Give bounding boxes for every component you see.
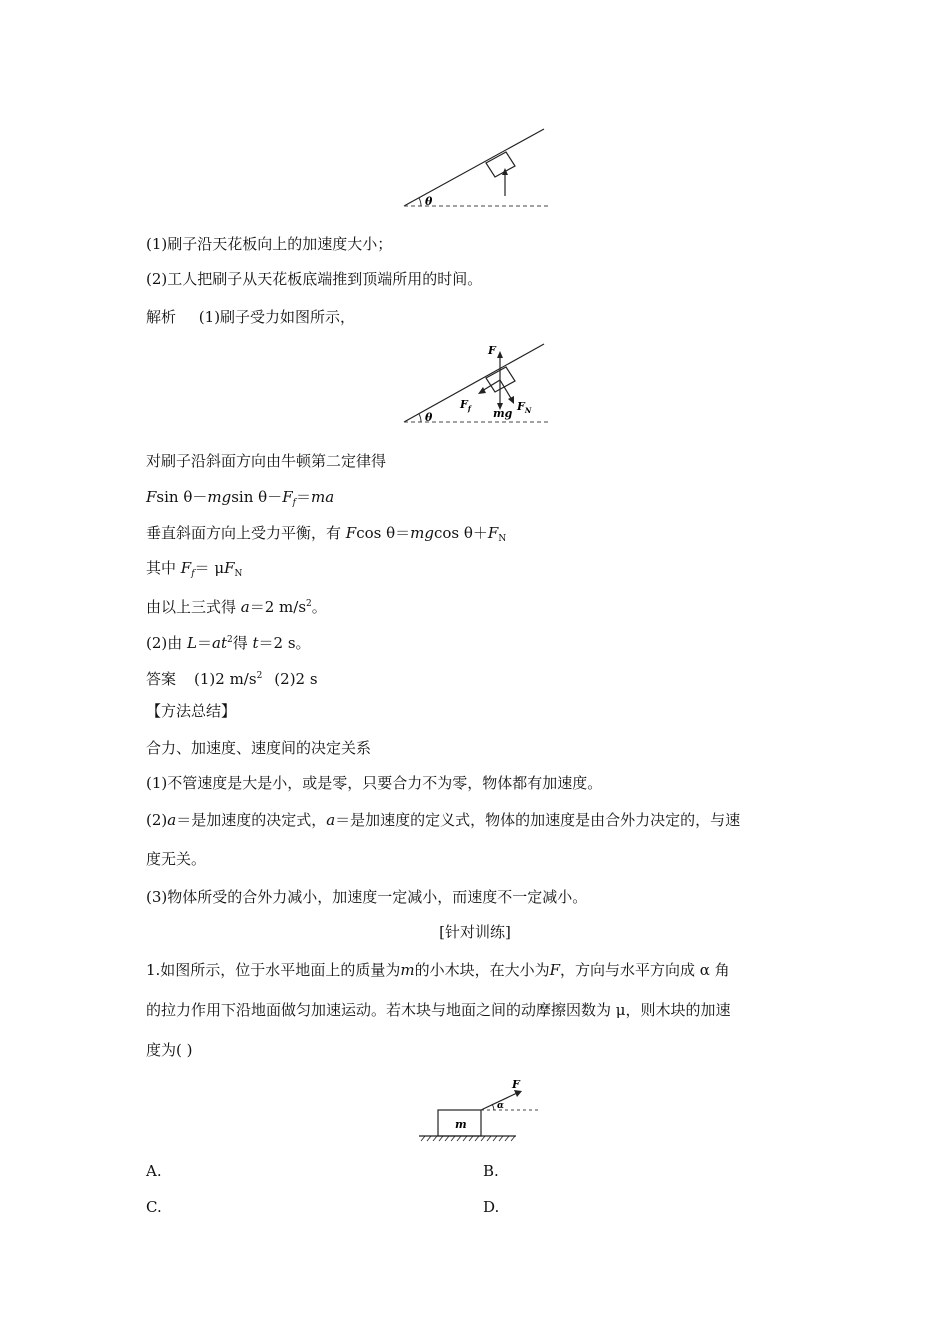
alpha-label: α <box>497 1101 504 1111</box>
option-a[interactable]: A. <box>146 1162 162 1180</box>
method-point-1: (1)不管速度是大是小，或是零，只要合力不为零，物体都有加速度。 <box>146 774 603 792</box>
force-F-label-3: F <box>512 1078 520 1091</box>
question-2: (2)工人把刷子从天花板底端推到顶端所用的时间。 <box>146 270 483 288</box>
method-title: 【方法总结】 <box>146 702 237 720</box>
equation-intro: 对刷子沿斜面方向由牛顿第二定律得 <box>146 452 387 470</box>
equation-5: (2)由 $L=at^2$得 t＝2 s。 <box>146 634 311 652</box>
force-F-label: F <box>488 344 496 357</box>
method-subtitle: 合力、加速度、速度间的决定关系 <box>146 739 372 757</box>
equation-3: 其中 $F_f= \mu F_N$ <box>146 559 243 579</box>
theta-label: θ <box>425 195 433 208</box>
equation-2: 垂直斜面方向上受力平衡，有 Fcos θ＝mgcos $\theta+F_N$ <box>146 524 507 544</box>
problem-line-3: 度为( ) <box>146 1041 193 1059</box>
force-FN-sub: N <box>524 406 532 415</box>
force-Ff-sub: f <box>467 404 471 413</box>
problem-line-2: 的拉力作用下沿地面做匀加速运动。若木块与地面之间的动摩擦因数为 μ，则木块的加速 <box>146 1001 731 1019</box>
method-point-2: (2)a＝是加速度的决定式，a＝是加速度的定义式，物体的加速度是由合外力决定的，与速 <box>146 811 741 829</box>
question-1: (1)刷子沿天花板向上的加速度大小； <box>146 235 393 253</box>
answer-line: 答案 (1)2 $m/s^2$ (2)2 s <box>146 670 318 688</box>
method-point-3: (3)物体所受的合外力减小，加速度一定减小，而速度不一定减小。 <box>146 888 588 906</box>
problem-line-1: 1.如图所示，位于水平地面上的质量为m的小木块，在大小为F，方向与水平方向成 α 角 <box>146 961 730 979</box>
force-FN-label: F <box>517 400 525 413</box>
method-point-2-cont: 度无关。 <box>146 850 207 868</box>
mass-label: m <box>455 1118 467 1131</box>
option-d[interactable]: D. <box>483 1198 500 1216</box>
option-c[interactable]: C. <box>146 1198 162 1216</box>
equation-1: Fsin θ－mgsin $\theta-F_f=ma$ <box>146 488 335 508</box>
force-mg-label: mg <box>493 407 513 420</box>
equation-4: 由以上三式得 a＝2 $m/s^2$。 <box>146 598 327 616</box>
solution-label: 解析 <box>146 308 177 326</box>
solution-text: (1)刷子受力如图所示， <box>198 308 356 326</box>
theta-label-2: θ <box>425 411 433 424</box>
option-b[interactable]: B. <box>483 1162 499 1180</box>
training-title: [针对训练] <box>439 923 511 941</box>
force-Ff-label: F <box>460 398 468 411</box>
